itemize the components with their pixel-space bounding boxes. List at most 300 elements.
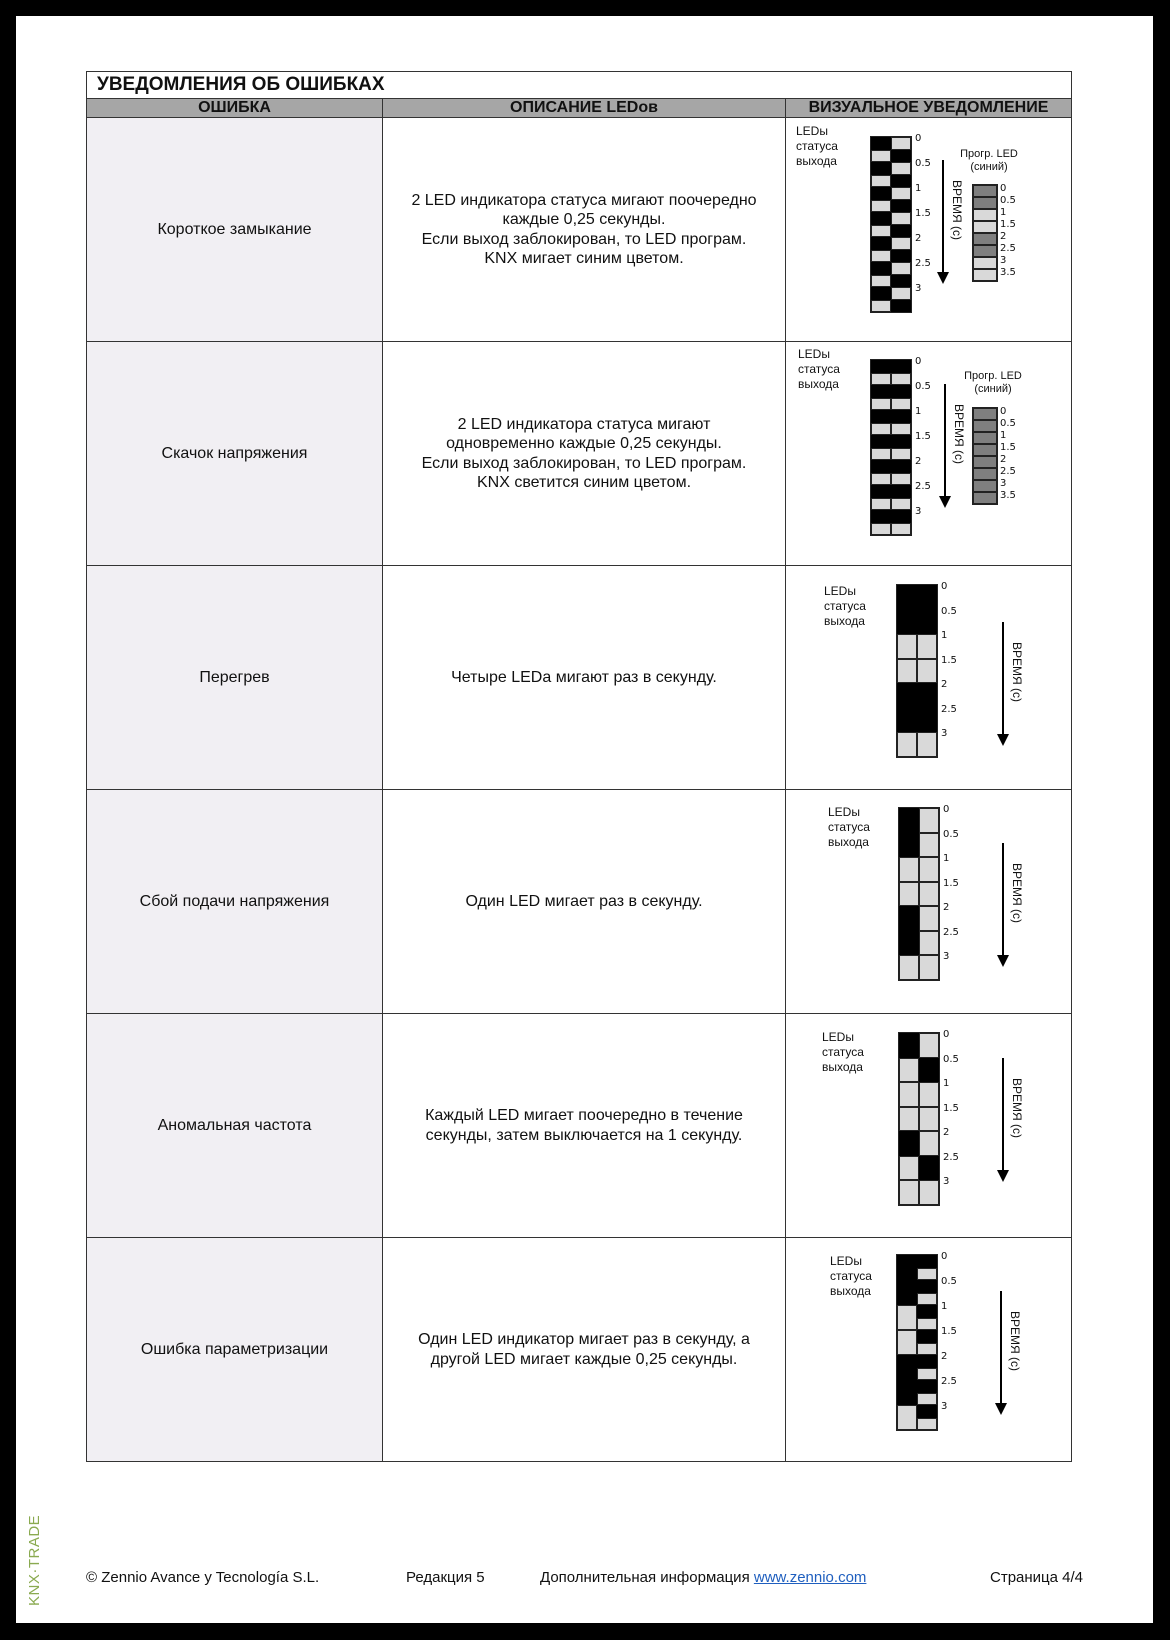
description-line: KNX светится синим цветом. — [476, 474, 692, 491]
description-line: Каждый LED мигает поочередно в течение — [425, 1107, 743, 1124]
led-on — [899, 906, 919, 931]
led-on — [891, 460, 911, 473]
time-tick: 0.5 — [943, 1053, 959, 1065]
error-name: Короткое замыкание — [87, 118, 383, 342]
error-name: Аномальная частота — [87, 1014, 383, 1238]
prog-time-tick: 2.5 — [1000, 466, 1016, 477]
visual-notification — [786, 118, 1072, 342]
led-timing-diagram — [786, 118, 1071, 341]
label-line: Прогр. LED — [964, 370, 1022, 382]
watermark: KNX·TRADE — [26, 1514, 43, 1606]
error-name: Сбой подачи напряжения — [87, 790, 383, 1014]
led-on — [917, 683, 937, 708]
led-off — [871, 498, 891, 511]
led-on — [871, 287, 891, 300]
description-line: Один LED индикатор мигает раз в секунду, а — [418, 1331, 750, 1348]
led-off — [871, 398, 891, 411]
prog-led-on — [973, 492, 997, 504]
table-row — [87, 118, 1072, 342]
led-off — [919, 1131, 939, 1156]
header-description: ОПИСАНИЕ LEDов — [383, 99, 786, 118]
led-off — [919, 833, 939, 858]
led-on — [891, 275, 911, 288]
time-tick: 0.5 — [915, 158, 931, 169]
time-tick: 1.5 — [943, 877, 959, 889]
led-off — [871, 250, 891, 263]
visual-notification — [786, 566, 1072, 790]
led-on — [891, 300, 911, 313]
status-leds-label — [824, 584, 866, 629]
led-on — [917, 1255, 937, 1268]
label-line: (синий) — [970, 161, 1008, 173]
prog-time-tick: 3.5 — [1000, 490, 1016, 501]
time-tick: 1 — [943, 1078, 950, 1089]
prog-led-off — [973, 221, 997, 233]
label-line: (синий) — [974, 383, 1012, 395]
label-line: выхода — [796, 154, 837, 168]
error-description — [383, 790, 786, 1014]
led-off — [871, 523, 891, 536]
error-description — [383, 1238, 786, 1462]
led-on — [919, 1058, 939, 1083]
prog-led-on — [973, 444, 997, 456]
label-line: выхода — [822, 1060, 863, 1074]
led-off — [919, 1082, 939, 1107]
time-tick: 0 — [943, 804, 950, 815]
led-on — [897, 610, 917, 635]
led-off — [899, 955, 919, 980]
led-off — [871, 373, 891, 386]
time-tick: 1 — [941, 630, 948, 641]
led-on — [871, 435, 891, 448]
time-tick: 1 — [915, 183, 922, 194]
led-on — [891, 410, 911, 423]
prog-led-grid — [972, 407, 998, 505]
time-tick: 1.5 — [941, 1326, 957, 1337]
label-line: статуса — [824, 599, 866, 613]
led-on — [891, 225, 911, 238]
led-off — [891, 212, 911, 225]
led-off — [891, 398, 911, 411]
table-row — [87, 1014, 1072, 1238]
led-off — [897, 1405, 917, 1430]
time-tick: 2.5 — [941, 703, 957, 715]
led-timing-diagram — [786, 342, 1071, 565]
led-grid — [870, 136, 912, 313]
prog-time-tick: 2 — [1000, 231, 1007, 242]
prog-time-tick: 1 — [1000, 207, 1007, 218]
led-off — [897, 1330, 917, 1355]
visual-notification — [786, 1238, 1072, 1462]
prog-time-tick: 1.5 — [1000, 442, 1016, 453]
label-line: статуса — [828, 820, 870, 834]
prog-led-on — [973, 197, 997, 209]
led-off — [871, 300, 891, 313]
time-tick: 0.5 — [941, 1276, 957, 1287]
led-on — [899, 1131, 919, 1156]
prog-time-tick: 2 — [1000, 454, 1007, 465]
label-line: выхода — [824, 614, 865, 628]
led-on — [891, 510, 911, 523]
led-off — [899, 1156, 919, 1181]
time-arrow-icon — [1002, 1058, 1004, 1170]
table-row — [87, 342, 1072, 566]
label-line: выхода — [828, 835, 869, 849]
led-on — [917, 1305, 937, 1318]
time-tick: 2.5 — [915, 258, 931, 269]
led-off — [871, 225, 891, 238]
prog-time-tick: 0.5 — [1000, 195, 1016, 206]
time-tick: 2.5 — [943, 1151, 959, 1163]
prog-time-tick: 3 — [1000, 478, 1007, 489]
footer-copyright: © Zennio Avance y Tecnología S.L. — [86, 1569, 320, 1586]
time-tick: 3 — [915, 506, 922, 517]
led-on — [871, 460, 891, 473]
arrow-down-icon — [997, 1170, 1009, 1182]
led-off — [899, 1082, 919, 1107]
led-off — [919, 1107, 939, 1132]
led-on — [897, 585, 917, 610]
time-tick: 2 — [915, 456, 922, 467]
visual-notification — [786, 342, 1072, 566]
error-name: Перегрев — [87, 566, 383, 790]
led-off — [871, 473, 891, 486]
prog-led-on — [973, 245, 997, 257]
prog-led-on — [973, 420, 997, 432]
led-on — [917, 1405, 937, 1418]
prog-led-on — [973, 185, 997, 197]
led-off — [871, 150, 891, 163]
label-line: статуса — [822, 1045, 864, 1059]
led-off — [919, 955, 939, 980]
prog-led-on — [973, 480, 997, 492]
prog-time-tick: 0 — [1000, 183, 1007, 194]
led-on — [897, 683, 917, 708]
led-on — [871, 212, 891, 225]
arrow-down-icon — [939, 496, 951, 508]
led-off — [891, 237, 911, 250]
led-on — [897, 1280, 917, 1305]
description-line: одновременно каждые 0,25 секунды. — [446, 435, 722, 452]
led-off — [919, 857, 939, 882]
time-axis-label: ВРЕМЯ (с) — [952, 404, 966, 464]
prog-time-tick: 0.5 — [1000, 418, 1016, 429]
footer-link[interactable]: www.zennio.com — [753, 1569, 867, 1586]
time-tick: 2 — [941, 679, 948, 690]
time-arrow-icon — [1002, 622, 1004, 734]
led-on — [891, 175, 911, 188]
led-on — [871, 262, 891, 275]
description-line: Четыре LEDа мигают раз в секунду. — [451, 668, 717, 686]
led-on — [899, 833, 919, 858]
description-line: KNX мигает синим цветом. — [484, 250, 684, 267]
visual-notification — [786, 790, 1072, 1014]
led-on — [891, 250, 911, 263]
led-off — [891, 137, 911, 150]
led-off — [897, 634, 917, 659]
time-tick: 2.5 — [941, 1376, 957, 1387]
prog-time-tick: 3 — [1000, 255, 1007, 266]
prog-time-tick: 3.5 — [1000, 267, 1016, 278]
led-on — [871, 237, 891, 250]
status-leds-label — [828, 805, 870, 850]
footer-page-number: Страница 4/4 — [990, 1569, 1084, 1586]
led-on — [871, 510, 891, 523]
led-on — [897, 1380, 917, 1405]
prog-led-on — [973, 432, 997, 444]
led-on — [891, 435, 911, 448]
prog-led-on — [973, 408, 997, 420]
time-tick: 3 — [915, 283, 922, 294]
led-off — [891, 448, 911, 461]
led-off — [891, 187, 911, 200]
led-grid — [898, 1032, 940, 1206]
time-axis-label: ВРЕМЯ (с) — [1008, 1311, 1022, 1371]
led-on — [917, 708, 937, 733]
time-tick: 1 — [941, 1301, 948, 1312]
led-off — [917, 1393, 937, 1406]
led-off — [899, 857, 919, 882]
prog-led-off — [973, 257, 997, 269]
led-off — [917, 659, 937, 684]
arrow-down-icon — [997, 734, 1009, 746]
error-name: Скачок напряжения — [87, 342, 383, 566]
description-line: Один LED мигает раз в секунду. — [465, 892, 703, 910]
error-description — [383, 342, 786, 566]
footer-more-info — [540, 1569, 866, 1586]
led-off — [899, 1107, 919, 1132]
led-on — [891, 200, 911, 213]
time-tick: 2.5 — [915, 481, 931, 492]
table-row — [87, 1238, 1072, 1462]
time-tick: 3 — [943, 1176, 950, 1187]
error-description — [383, 1014, 786, 1238]
time-axis-label: ВРЕМЯ (с) — [950, 180, 964, 240]
prog-led-off — [973, 269, 997, 281]
status-leds-label — [798, 347, 840, 392]
time-arrow-icon — [942, 160, 944, 272]
time-tick: 1.5 — [941, 654, 957, 666]
arrow-down-icon — [995, 1403, 1007, 1415]
led-off — [917, 1418, 937, 1431]
led-timing-diagram — [786, 790, 1071, 1013]
led-off — [917, 1293, 937, 1306]
time-tick: 0 — [915, 133, 922, 144]
led-grid — [896, 584, 938, 758]
led-off — [919, 808, 939, 833]
led-off — [871, 275, 891, 288]
label-line: Прогр. LED — [960, 148, 1018, 160]
time-axis-label: ВРЕМЯ (с) — [1010, 642, 1024, 702]
led-off — [871, 448, 891, 461]
prog-led-label — [954, 148, 1024, 174]
led-on — [871, 360, 891, 373]
led-on — [897, 708, 917, 733]
led-on — [871, 137, 891, 150]
led-off — [891, 523, 911, 536]
description-line: Если выход заблокирован, то LED програм. — [421, 230, 747, 248]
time-axis-label: ВРЕМЯ (с) — [1010, 863, 1024, 923]
status-leds-label — [830, 1254, 872, 1299]
led-on — [897, 1255, 917, 1280]
table-row — [87, 790, 1072, 1014]
header-error: ОШИБКА — [87, 99, 383, 118]
time-arrow-icon — [1002, 843, 1004, 955]
led-on — [917, 610, 937, 635]
led-off — [917, 1368, 937, 1381]
led-on — [899, 808, 919, 833]
time-tick: 3 — [941, 728, 948, 739]
led-timing-diagram — [786, 1014, 1071, 1237]
footer-more-info-label: Дополнительная информация — [540, 1569, 750, 1586]
led-on — [919, 1156, 939, 1181]
label-line: LEDы — [830, 1254, 862, 1268]
led-on — [891, 485, 911, 498]
led-off — [919, 906, 939, 931]
time-arrow-icon — [1000, 1291, 1002, 1403]
time-axis-label: ВРЕМЯ (с) — [1010, 1078, 1024, 1138]
document-page — [16, 16, 1153, 1623]
led-off — [871, 423, 891, 436]
led-grid — [896, 1254, 938, 1431]
prog-led-on — [973, 468, 997, 480]
footer-revision: Редакция 5 — [406, 1569, 485, 1586]
time-tick: 0.5 — [915, 381, 931, 392]
error-description — [383, 118, 786, 342]
led-on — [871, 385, 891, 398]
led-off — [891, 287, 911, 300]
time-tick: 1 — [943, 853, 950, 864]
led-on — [871, 162, 891, 175]
led-on — [917, 1380, 937, 1393]
table-row — [87, 566, 1072, 790]
led-off — [891, 373, 911, 386]
time-tick: 3 — [941, 1401, 948, 1412]
led-grid — [870, 359, 912, 536]
led-on — [897, 1355, 917, 1380]
prog-led-off — [973, 209, 997, 221]
led-off — [891, 423, 911, 436]
time-tick: 2.5 — [943, 926, 959, 938]
led-on — [891, 360, 911, 373]
led-grid — [898, 807, 940, 981]
description-line: 2 LED индикатора статуса мигают — [457, 415, 711, 433]
led-timing-diagram — [786, 1238, 1071, 1461]
led-off — [891, 262, 911, 275]
label-line: статуса — [798, 362, 840, 376]
led-on — [891, 150, 911, 163]
prog-time-tick: 1.5 — [1000, 219, 1016, 230]
led-off — [899, 1180, 919, 1205]
led-off — [871, 200, 891, 213]
prog-led-on — [973, 456, 997, 468]
led-off — [897, 1305, 917, 1330]
description-line: 2 LED индикатора статуса мигают поочередно — [411, 191, 757, 209]
led-on — [871, 485, 891, 498]
time-tick: 0.5 — [943, 828, 959, 840]
time-tick: 0 — [915, 356, 922, 367]
prog-led-label — [958, 370, 1028, 396]
led-off — [917, 1318, 937, 1331]
status-leds-label — [822, 1030, 864, 1075]
led-on — [899, 931, 919, 956]
time-tick: 1.5 — [915, 208, 931, 219]
visual-notification — [786, 1014, 1072, 1238]
led-off — [891, 498, 911, 511]
arrow-down-icon — [997, 955, 1009, 967]
time-tick: 3 — [943, 951, 950, 962]
led-on — [917, 1280, 937, 1293]
time-tick: 0 — [941, 1251, 948, 1262]
led-off — [917, 634, 937, 659]
time-tick: 2 — [941, 1351, 948, 1362]
error-description — [383, 566, 786, 790]
header-visual: ВИЗУАЛЬНОЕ УВЕДОМЛЕНИЕ — [786, 99, 1072, 118]
led-timing-diagram — [786, 566, 1071, 789]
time-tick: 1.5 — [943, 1102, 959, 1114]
description-line: другой LED мигает каждые 0,25 секунды. — [430, 1350, 738, 1368]
led-off — [919, 882, 939, 907]
led-off — [917, 732, 937, 757]
description-line: Если выход заблокирован, то LED програм. — [421, 454, 747, 472]
table-title: УВЕДОМЛЕНИЯ ОБ ОШИБКАХ — [87, 72, 1072, 99]
prog-time-tick: 2.5 — [1000, 243, 1016, 254]
error-notifications-table — [86, 71, 1072, 1462]
prog-time-tick: 0 — [1000, 406, 1007, 417]
label-line: LEDы — [796, 124, 828, 138]
led-on — [871, 187, 891, 200]
time-tick: 2 — [943, 1127, 950, 1138]
label-line: LEDы — [822, 1030, 854, 1044]
led-on — [871, 410, 891, 423]
prog-led-grid — [972, 184, 998, 282]
led-off — [919, 1180, 939, 1205]
description-line: каждые 0,25 секунды. — [502, 211, 666, 228]
led-off — [897, 659, 917, 684]
label-line: LEDы — [798, 347, 830, 361]
time-arrow-icon — [944, 384, 946, 496]
error-name: Ошибка параметризации — [87, 1238, 383, 1462]
led-off — [871, 175, 891, 188]
led-on — [891, 385, 911, 398]
description-line: секунды, затем выключается на 1 секунду. — [425, 1126, 743, 1144]
prog-led-on — [973, 233, 997, 245]
time-tick: 0.5 — [941, 605, 957, 617]
label-line: LEDы — [828, 805, 860, 819]
status-leds-label — [796, 124, 838, 169]
led-off — [897, 732, 917, 757]
label-line: статуса — [796, 139, 838, 153]
label-line: выхода — [830, 1284, 871, 1298]
led-off — [919, 931, 939, 956]
led-on — [899, 1033, 919, 1058]
led-on — [917, 1330, 937, 1343]
label-line: выхода — [798, 377, 839, 391]
led-off — [917, 1268, 937, 1281]
led-off — [899, 882, 919, 907]
time-tick: 1.5 — [915, 431, 931, 442]
prog-time-tick: 1 — [1000, 430, 1007, 441]
led-off — [899, 1058, 919, 1083]
arrow-down-icon — [937, 272, 949, 284]
led-off — [891, 473, 911, 486]
led-on — [917, 1355, 937, 1368]
time-tick: 2 — [943, 902, 950, 913]
label-line: статуса — [830, 1269, 872, 1283]
time-tick: 0 — [941, 581, 948, 592]
time-tick: 1 — [915, 406, 922, 417]
time-tick: 2 — [915, 233, 922, 244]
